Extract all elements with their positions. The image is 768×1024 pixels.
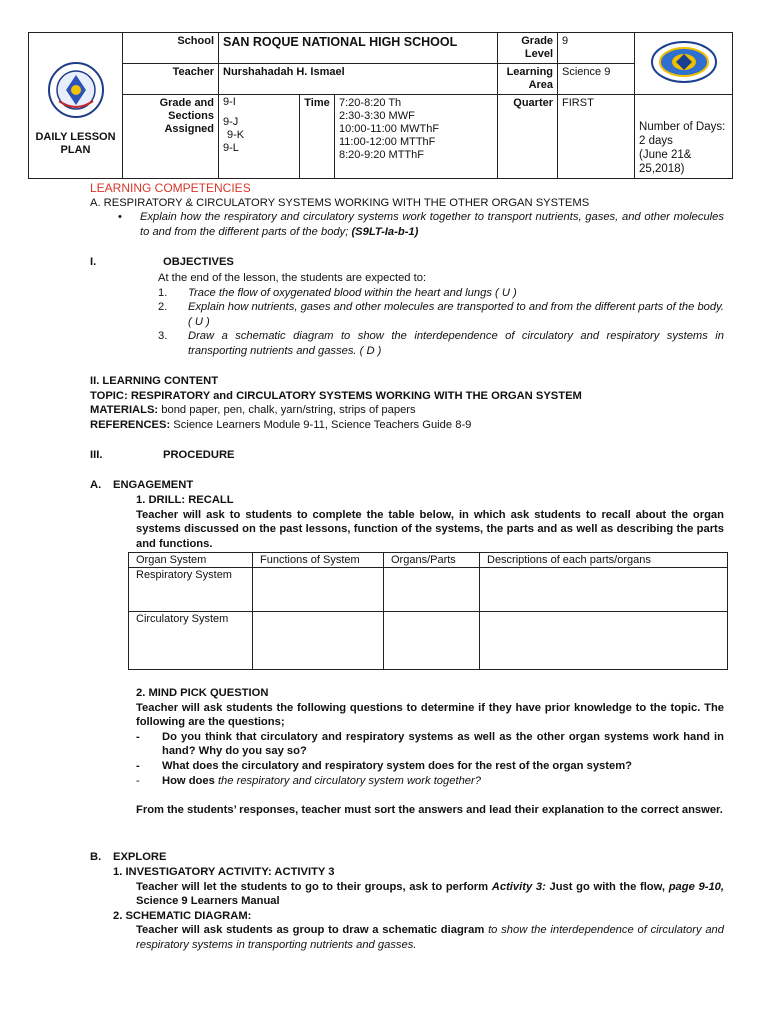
school-seal-cell — [635, 33, 733, 95]
plan-label: DAILY LESSON PLAN — [35, 130, 116, 156]
time-item: 8:20-9:20 MTThF — [339, 149, 424, 161]
competencies-section — [90, 181, 724, 239]
mind-heading: 2. MIND PICK QUESTION — [136, 687, 269, 699]
content-references — [90, 418, 724, 433]
activity-heading: 1. INVESTIGATORY ACTIVITY: ACTIVITY 3 — [113, 866, 335, 878]
time-item: 11:00-12:00 MTThF — [339, 136, 436, 148]
school-value: SAN ROQUE NATIONAL HIGH SCHOOL — [219, 33, 498, 64]
learning-area-value: Science 9 — [558, 64, 635, 95]
engagement-heading: ENGAGEMENT — [113, 479, 194, 491]
content-topic: TOPIC: RESPIRATORY and CIRCULATORY SYSTEMS WORKING WITH THE ORGAN SYSTEM — [90, 389, 582, 402]
references-label: REFERENCES: — [90, 418, 171, 431]
question-item: - How does the respiratory and circulatory system work together? — [136, 774, 481, 787]
objective-item: 2. Explain how nutrients, gases and other molecules are transported to and from the different parts of the body. ( U ) — [158, 301, 724, 328]
content-materials — [90, 403, 724, 418]
table-cell — [253, 568, 384, 612]
days-dates: (June 21& 25,2018) — [639, 149, 692, 175]
objectives-section — [158, 271, 724, 359]
table-header: Functions of System — [253, 553, 384, 568]
table-header: Descriptions of each parts/organs — [480, 553, 728, 568]
days-cell — [635, 95, 733, 179]
engagement-letter: A. — [90, 479, 102, 491]
time-item: 10:00-11:00 MWThF — [339, 123, 440, 135]
table-cell — [384, 568, 480, 612]
objectives-list — [158, 286, 724, 359]
table-cell — [480, 612, 728, 670]
references-value: Science Learners Module 9-11, Science Teachers Guide 8-9 — [173, 418, 472, 431]
objectives-heading: OBJECTIVES — [163, 256, 234, 268]
drill-text: Teacher will ask to students to complete the table below, in which ask students to recall about the organ systems discussed on the past lessons, function of the systems, the parts and as well as describing the parts and functions. — [136, 508, 724, 550]
table-header: Organ System — [129, 553, 253, 568]
procedure-heading: PROCEDURE — [163, 449, 235, 461]
competencies-heading: LEARNING COMPETENCIES — [90, 181, 251, 195]
competencies-subheading: A. RESPIRATORY & CIRCULATORY SYSTEMS WORKING WITH THE OTHER ORGAN SYSTEMS — [90, 196, 590, 209]
grade-level-label: Grade Level — [498, 33, 558, 64]
explore-heading: EXPLORE — [113, 851, 167, 863]
drill-section — [136, 493, 724, 551]
competency-bullet — [90, 210, 724, 239]
explore-section — [113, 865, 724, 953]
school-label: School — [123, 33, 219, 64]
time-list — [335, 95, 498, 179]
time-item: 7:20-8:20 Th — [339, 97, 402, 109]
question-item: - What does the circulatory and respiratory system does for the rest of the organ system? — [136, 759, 632, 772]
grade-level-value: 9 — [558, 33, 635, 64]
explore-letter: B. — [90, 851, 102, 863]
activity-text: Teacher will let the students to go to their groups, ask to perform Activity 3: Just go with the flow, page 9-10, Science 9 Learners Manual — [136, 880, 724, 908]
days-value: 2 days — [639, 135, 673, 147]
school-seal-icon — [650, 40, 718, 84]
table-cell — [480, 568, 728, 612]
section-item: 9-J — [223, 116, 239, 128]
plan-label-cell — [29, 33, 123, 179]
table-row-label: Circulatory System — [129, 612, 253, 670]
competency-text: Explain how the respiratory and circulatory systems work together to transport nutrients, gases, and other molecules to and from the different parts of the body; — [140, 211, 724, 238]
teacher-value: Nurshahadah H. Ismael — [219, 64, 498, 95]
section-item: 9-K — [227, 129, 245, 141]
table-cell — [384, 612, 480, 670]
teacher-label: Teacher — [123, 64, 219, 95]
sections-list — [219, 95, 300, 179]
objectives-roman: I. — [90, 256, 97, 268]
schematic-text: Teacher will ask students as group to draw a schematic diagram to show the interdependence of circulatory and respiratory systems in transporting nutrients and gasses. — [136, 924, 724, 951]
schematic-heading: 2. SCHEMATIC DIAGRAM: — [113, 909, 252, 922]
closing-text: From the students’ responses, teacher must sort the answers and lead their explanation to the correct answer. — [136, 804, 723, 817]
bullet-icon: • — [118, 211, 122, 224]
days-label: Number of Days: — [639, 121, 726, 133]
materials-value: bond paper, pen, chalk, yarn/string, strips of papers — [161, 404, 416, 417]
content-section — [90, 374, 724, 432]
time-label: Time — [300, 95, 335, 179]
question-item: - Do you think that circulatory and respiratory systems as well as the other organ systems work hand in hand? Why do you say so? — [136, 730, 724, 758]
learning-area-label: Learning Area — [498, 64, 558, 95]
competency-code: (S9LT-Ia-b-1) — [351, 225, 419, 238]
section-item: 9-L — [223, 142, 239, 154]
mind-text: Teacher will ask students the following questions to determine if they have prior knowledge to the topic. The following are the questions; — [136, 701, 724, 729]
table-row-label: Respiratory System — [129, 568, 253, 612]
quarter-label: Quarter — [498, 95, 558, 179]
procedure-roman: III. — [90, 449, 103, 461]
section-item: 9-I — [223, 96, 236, 108]
table-header: Organs/Parts — [384, 553, 480, 568]
content-heading: II. LEARNING CONTENT — [90, 375, 219, 387]
drill-heading: 1. DRILL: RECALL — [136, 494, 234, 506]
mind-pick-section — [136, 686, 724, 818]
objective-item: 3. Draw a schematic diagram to show the interdependence of circulatory and respiratory systems in transporting nutrients and gasses. ( D ) — [158, 330, 724, 357]
materials-label: MATERIALS: — [90, 404, 159, 417]
lesson-plan-header — [28, 32, 732, 175]
recall-table — [128, 552, 728, 670]
sections-label: Grade and Sections Assigned — [123, 95, 219, 179]
deped-seal-icon — [47, 61, 105, 119]
time-item: 2:30-3:30 MWF — [339, 110, 415, 122]
objectives-intro: At the end of the lesson, the students are expected to: — [158, 272, 427, 284]
table-cell — [253, 612, 384, 670]
quarter-value: FIRST — [558, 95, 635, 179]
objective-item: 1. Trace the flow of oxygenated blood within the heart and lungs ( U ) — [158, 286, 517, 299]
